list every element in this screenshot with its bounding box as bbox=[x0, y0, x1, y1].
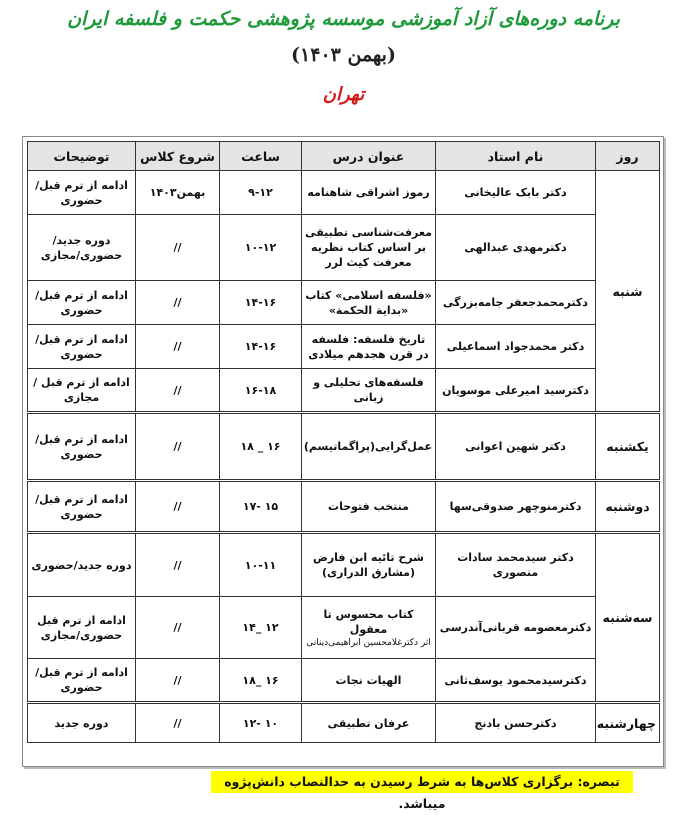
col-course: عنوان درس bbox=[302, 142, 436, 171]
start-cell: // bbox=[136, 413, 220, 481]
course-cell: عمل‌گرایی(پراگماتیسم) bbox=[302, 413, 436, 481]
table-row bbox=[28, 703, 660, 743]
time-cell: ۱۶ _ ۱۸ bbox=[220, 413, 302, 481]
notes-cell: دوره جدید bbox=[28, 703, 136, 743]
teacher-cell: دکترسید امیرعلی موسویان bbox=[436, 369, 596, 413]
course-cell: معرفت‌شناسی تطبیقی بر اساس کتاب نظریه معرفت کیث لرر bbox=[302, 215, 436, 281]
notes-cell: ادامه از ترم قبل /مجازی bbox=[28, 369, 136, 413]
start-cell: // bbox=[136, 369, 220, 413]
notes-cell: ادامه از ترم قبل/حضوری bbox=[28, 325, 136, 369]
teacher-cell: دکتر شهین اعوانی bbox=[436, 413, 596, 481]
notes-cell: ادامه از ترم قبل/حضوری bbox=[28, 281, 136, 325]
start-cell: // bbox=[136, 481, 220, 533]
header-row bbox=[28, 142, 660, 171]
start-cell: // bbox=[136, 215, 220, 281]
table-row bbox=[28, 171, 660, 215]
start-cell: // bbox=[136, 597, 220, 659]
table-row bbox=[28, 281, 660, 325]
col-day: روز bbox=[596, 142, 660, 171]
start-cell: بهمن۱۴۰۳ bbox=[136, 171, 220, 215]
day-sunday: یکشنبه bbox=[596, 413, 660, 481]
table-row bbox=[28, 325, 660, 369]
time-cell: ۱۶ _۱۸ bbox=[220, 659, 302, 703]
col-start: شروع کلاس bbox=[136, 142, 220, 171]
start-cell: // bbox=[136, 703, 220, 743]
day-tuesday: سه‌شنبه bbox=[596, 533, 660, 703]
city-label: تهران bbox=[322, 84, 365, 105]
notes-cell: ادامه از ترم قبل/حضوری bbox=[28, 171, 136, 215]
start-cell: // bbox=[136, 325, 220, 369]
notes-cell: ادامه از ترم قبل/حضوری bbox=[28, 659, 136, 703]
time-cell: ۱۰ -۱۲ bbox=[220, 703, 302, 743]
main-title: برنامه دوره‌های آزاد آموزشی موسسه پژوهشی حکمت و فلسفه ایران bbox=[67, 8, 620, 30]
time-cell: ۹-۱۲ bbox=[220, 171, 302, 215]
notes-cell: ادامه از ترم قبل/حضوری bbox=[28, 481, 136, 533]
teacher-cell: دکتر سیدمحمد سادات منصوری bbox=[436, 533, 596, 597]
col-time: ساعت bbox=[220, 142, 302, 171]
table-row bbox=[28, 659, 660, 703]
table-row bbox=[28, 597, 660, 659]
schedule-table bbox=[27, 141, 660, 743]
table-row bbox=[28, 369, 660, 413]
course-cell: شرح تائیه ابن فارض (مشارق الدراری) bbox=[302, 533, 436, 597]
day-monday: دوشنبه bbox=[596, 481, 660, 533]
teacher-cell: دکتر محمدجواد اسماعیلی bbox=[436, 325, 596, 369]
table-row bbox=[28, 533, 660, 597]
notes-cell: ادامه از ترم قبل/حضوری bbox=[28, 413, 136, 481]
course-title: کتاب محسوس تا معقول bbox=[323, 607, 414, 636]
footnote: تبصره: برگزاری کلاس‌ها به شرط رسیدن به حدالنصاب دانش‌پژوه میباشد. bbox=[211, 771, 633, 793]
time-cell: ۱۰-۱۱ bbox=[220, 533, 302, 597]
course-cell: رموز اشراقی شاهنامه bbox=[302, 171, 436, 215]
teacher-cell: دکترمعصومه قربانی‌آندرسی bbox=[436, 597, 596, 659]
time-cell: ۱۵ -۱۷ bbox=[220, 481, 302, 533]
course-cell: منتخب فتوحات bbox=[302, 481, 436, 533]
course-subtitle: اثر دکترغلامحسین ابراهیمی‌دینانی bbox=[306, 637, 431, 648]
notes-cell: دوره جدید/حضوری bbox=[28, 533, 136, 597]
course-cell: تاریخ فلسفه: فلسفه در قرن هجدهم میلادی bbox=[302, 325, 436, 369]
course-cell: «فلسفه اسلامی» کتاب «بدایة الحکمة» bbox=[302, 281, 436, 325]
course-cell: فلسفه‌های تحلیلی و زبانی bbox=[302, 369, 436, 413]
col-notes: توضیحات bbox=[28, 142, 136, 171]
course-cell: الهیات نجات bbox=[302, 659, 436, 703]
teacher-cell: دکترمحمدجعفر جامه‌بزرگی bbox=[436, 281, 596, 325]
table-row bbox=[28, 215, 660, 281]
teacher-cell: دکترمنوچهر صدوقی‌سها bbox=[436, 481, 596, 533]
teacher-cell: دکترمهدی عبدالهی bbox=[436, 215, 596, 281]
notes-cell: ادامه از ترم قبل حضوری/مجازی bbox=[28, 597, 136, 659]
schedule-frame bbox=[22, 136, 664, 767]
teacher-cell: دکترسیدمحمود یوسف‌ثانی bbox=[436, 659, 596, 703]
teacher-cell: دکتر بابک عالیخانی bbox=[436, 171, 596, 215]
day-wednesday: چهارشنبه bbox=[596, 703, 660, 743]
time-cell: ۱۲ _۱۴ bbox=[220, 597, 302, 659]
time-cell: ۱۴-۱۶ bbox=[220, 281, 302, 325]
time-cell: ۱۴-۱۶ bbox=[220, 325, 302, 369]
start-cell: // bbox=[136, 533, 220, 597]
time-cell: ۱۶-۱۸ bbox=[220, 369, 302, 413]
table-row bbox=[28, 413, 660, 481]
start-cell: // bbox=[136, 659, 220, 703]
teacher-cell: دکترحسن بادنج bbox=[436, 703, 596, 743]
course-cell bbox=[302, 597, 436, 659]
col-teacher: نام استاد bbox=[436, 142, 596, 171]
time-cell: ۱۰-۱۲ bbox=[220, 215, 302, 281]
start-cell: // bbox=[136, 281, 220, 325]
course-cell: عرفان تطبیقی bbox=[302, 703, 436, 743]
term-date: (بهمن ۱۴۰۳) bbox=[291, 44, 396, 66]
notes-cell: دوره جدید/حضوری/مجازی bbox=[28, 215, 136, 281]
day-saturday: شنبه bbox=[596, 171, 660, 413]
table-row bbox=[28, 481, 660, 533]
